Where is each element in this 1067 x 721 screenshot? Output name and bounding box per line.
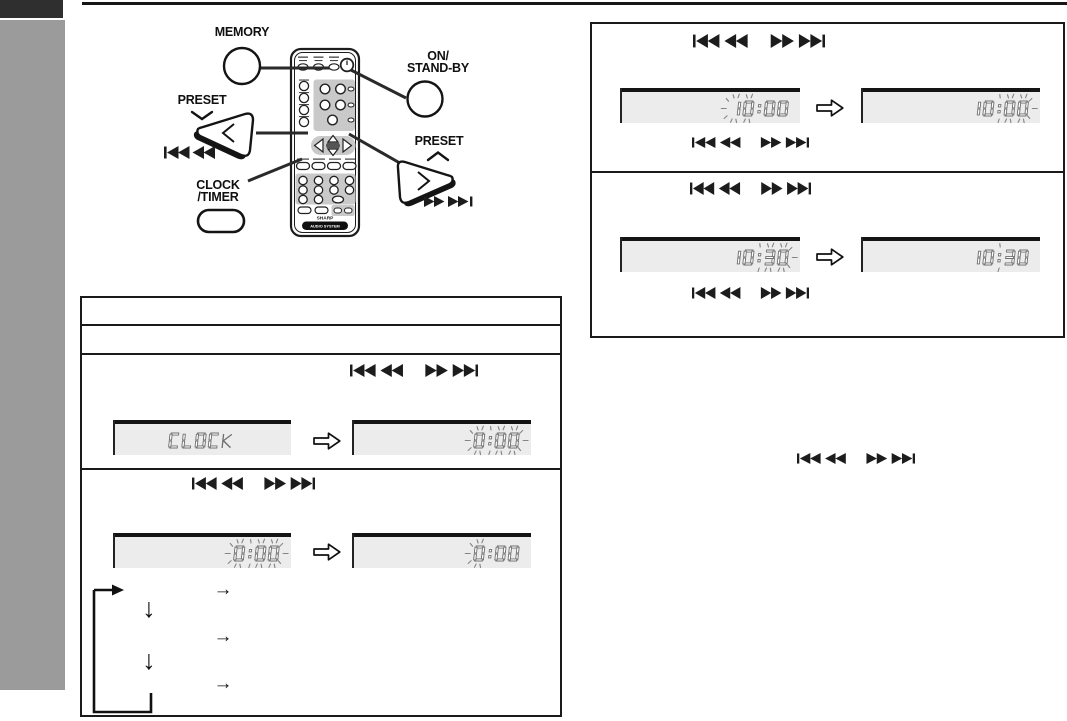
preset-right-label: PRESET <box>414 134 464 148</box>
remote-brand-text: SHARP <box>316 216 334 222</box>
display-minute-blinking <box>861 88 1040 123</box>
display-hour-adjust <box>620 88 800 123</box>
preset-left-label: PRESET <box>177 93 227 107</box>
row-divider <box>592 171 1063 173</box>
row-divider <box>82 324 560 326</box>
chevron-up-icon <box>428 153 448 161</box>
cycle-loop-diagram <box>86 581 266 721</box>
rewind-buttons-icon <box>164 146 218 159</box>
transition-arrow-icon <box>816 99 844 117</box>
skip-buttons-icon <box>690 182 811 195</box>
right-arrow-icon: → <box>213 673 233 694</box>
display-time-blinking <box>352 420 531 455</box>
transition-arrow-icon <box>313 432 341 450</box>
display-clock-word <box>113 420 291 455</box>
skip-buttons-icon <box>797 453 915 464</box>
chevron-down-icon <box>192 112 212 119</box>
remote-body <box>291 49 359 236</box>
remote-badge-text: AUDIO SYSTEM <box>310 223 340 229</box>
on-standby-line1: ON/ <box>427 49 449 63</box>
power-button <box>341 59 354 72</box>
clock-timer-button <box>297 163 310 170</box>
memory-button <box>329 64 339 70</box>
clock-setting-steps-box <box>80 296 562 717</box>
row-divider <box>82 353 560 355</box>
fast-forward-buttons-icon <box>424 196 473 207</box>
memory-label: MEMORY <box>214 25 270 39</box>
display-time-set <box>861 237 1040 272</box>
time-adjust-box <box>590 22 1065 338</box>
row-divider <box>82 468 560 470</box>
clock-timer-callout-oval <box>198 210 244 232</box>
on-standby-line2: STAND-BY <box>406 60 470 75</box>
transition-arrow-icon <box>816 248 844 266</box>
skip-buttons-icon <box>692 287 809 299</box>
loop-arrowhead <box>112 585 124 596</box>
skip-buttons-icon <box>192 477 315 490</box>
memory-callout-circle <box>224 48 260 84</box>
skip-buttons-icon <box>693 34 825 48</box>
clock-timer-label <box>186 180 250 203</box>
display-minute-adjust <box>620 237 800 272</box>
clock-timer-line1: CLOCK <box>196 178 240 192</box>
display-hour-blinking <box>352 533 531 568</box>
on-standby-label <box>398 51 478 74</box>
right-arrow-icon: → <box>213 579 233 600</box>
skip-buttons-icon <box>350 364 478 377</box>
clock-timer-line2: /TIMER <box>197 189 239 204</box>
down-arrow-icon: ↓ <box>142 645 156 675</box>
transition-arrow-icon <box>313 543 341 561</box>
on-standby-callout-circle <box>408 82 443 117</box>
down-arrow-icon: ↓ <box>142 593 156 623</box>
skip-buttons-icon <box>692 137 809 148</box>
display-time-blinking <box>113 533 291 568</box>
right-arrow-icon: → <box>213 626 233 647</box>
